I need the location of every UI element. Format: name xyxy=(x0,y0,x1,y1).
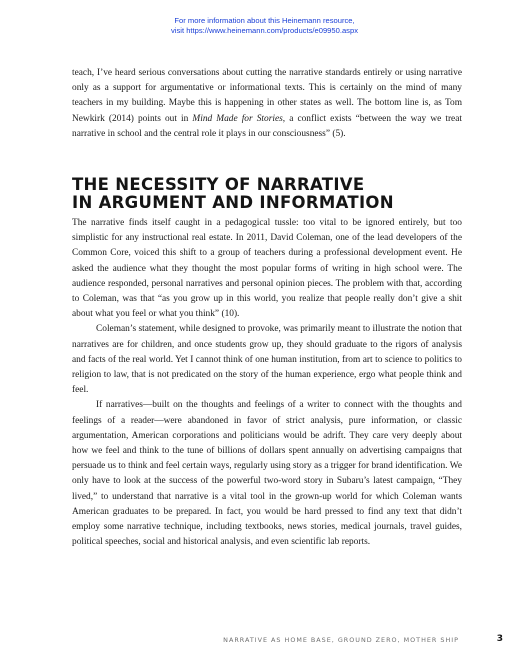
body-paragraph: The narrative finds itself caught in a pedagogical tussle: too vital to be ignored entirely, but too simplistic for any instructional real estate. In 2011, David Coleman, one of the lead developers of the Common Core, voiced this shift to a group of teachers during a professional development event. He asked the audience what they thought the most popular forms of writing in high school were. The audience responded, personal narratives and personal opinion pieces. The problem with that, according to Coleman, was that “as you grow up in this world, you realize that people really don’t give a shit about what you feel or what you think” (10). xyxy=(72,218,462,320)
running-head: NARRATIVE AS HOME BASE, GROUND ZERO, MOTHER SHIP xyxy=(223,636,459,644)
book-title: Mind Made for Stories xyxy=(192,113,283,124)
section-heading-line-1: THE NECESSITY OF NARRATIVE xyxy=(72,175,365,194)
section-heading-line-2: IN ARGUMENT AND INFORMATION xyxy=(72,193,394,212)
resource-link-line-1[interactable]: For more information about this Heinemann resource, xyxy=(174,16,355,25)
section-body xyxy=(72,216,462,550)
intro-paragraph xyxy=(72,66,462,142)
body-paragraph: Coleman’s statement, while designed to provoke, was primarily meant to illustrate the notion that narratives are for children, and once students grow up, they should graduate to the rigors of analysis and facts of the real world. Yet I cannot think of one human institution, from art to science to politics to religion to law, that is not predicated on the story of the human experience, ergo what people think and feel. xyxy=(72,324,462,396)
resource-link-header[interactable] xyxy=(0,16,529,36)
body-paragraph: If narratives—built on the thoughts and feelings of a writer to connect with the thoughts and feelings of a reader—were abandoned in favor of strict analysis, pure information, or classic argumentation, American corporations and politicians would be adrift. They care very deeply about how we feel and think to the tune of billions of dollars spent annually on advertising campaigns that persuade us to think and feel certain ways, regularly using story as a trigger for brand identification. We only have to look at the success of the powerful two-word story in Subaru’s latest campaign, “They lived,” to understand that narrative is a vital tool in the grown-up world for which Coleman wants American graduates to be prepared. In fact, you would be hard pressed to find any text that didn’t employ some narrative technique, including textbooks, news stories, medical journals, travel guides, political speeches, social and historical analysis, and even scientific lab reports. xyxy=(72,400,462,548)
intro-text-start: teach, I’ve heard serious conversations about cutting the narrative standards entirely or using narrative only as a support for argumentative or informational texts. This is certainly on the mind of many teachers in my building. Maybe this is happening in other states as well. The bottom line is, as Tom Newkirk (2014) points out in xyxy=(72,68,462,124)
page-number: 3 xyxy=(496,634,503,644)
page-footer xyxy=(0,634,529,648)
intro-text-end: , a conflict exists “between the way we treat narrative in school and the central role it plays in our consciousness” (5). xyxy=(72,113,462,139)
resource-link-line-2[interactable]: visit https://www.heinemann.com/products/e09950.aspx xyxy=(171,26,358,35)
section-heading xyxy=(72,176,472,212)
